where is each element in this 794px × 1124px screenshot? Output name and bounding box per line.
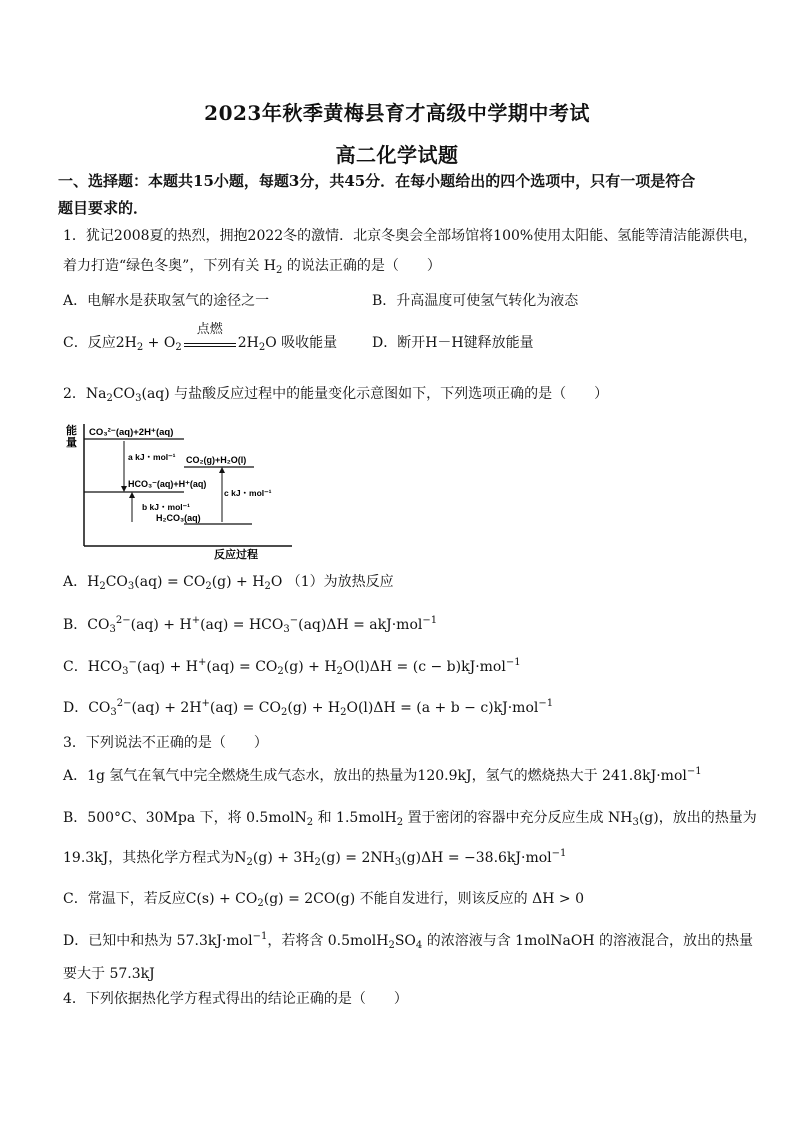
q3-option-c-end: 不能自发进行，则该反应的 ΔH > 0	[359, 891, 584, 907]
q1-stem-line2: 着力打造“绿色冬奥”，下列有关 $H_2$ 的说法正确的是（ ）	[63, 258, 441, 276]
energy-b-label: b kJ・mol⁻¹	[142, 502, 190, 512]
q3-option-b-text4: (g)，放出的热量为	[638, 810, 757, 826]
q1-stem-end: 的说法正确的是（ ）	[286, 258, 441, 274]
section-line-1: 一、选择题：本题共15小题，每题3分，共45分．在每小题给出的四个选项中，只有一项是符合	[58, 172, 696, 190]
q3-option-b-line2-text: 19.3kJ，其热化学方程式为	[63, 850, 235, 866]
q1-option-c-text: C．反应	[63, 335, 116, 351]
q3-option-d-line2: 要大于 57.3kJ	[63, 966, 155, 982]
reaction-condition-arrow	[184, 322, 236, 347]
q2-option-d: D．$CO_3^{2-}(aq) + 2H^+(aq) = CO_2(g) + H_2O(l)\Delta H = (a + b - c)kJ\cdot mol^{-1}$	[63, 698, 554, 718]
q2-option-a: A．$H_2CO_3(aq) = CO_2(g) + H_2O$ （1）为放热反应	[63, 574, 394, 592]
energy-diagram	[64, 420, 296, 560]
q2-option-b: B．$CO_3^{2-}(aq) + H^+(aq) = HCO_3^-(aq)\Delta H = akJ\cdot mol^{-1}$	[63, 615, 438, 635]
level-products: CO₂(g)+H₂O(l)	[186, 455, 247, 465]
level-carbonic-acid: H₂CO₃(aq)	[156, 513, 201, 523]
q2-option-c: C．$HCO_3^-(aq) + H^+(aq) = CO_2(g) + H_2O(l)\Delta H = (c - b)kJ\cdot mol^{-1}$	[63, 657, 521, 677]
q3-option-d-text2: ，若将含 0.5molH	[267, 933, 389, 949]
q1-stem-text: 着力打造“绿色冬奥”，下列有关	[63, 258, 260, 274]
q3-option-a: A．1g 氢气在氧气中完全燃烧生成气态水，放出的热量为120.9kJ，氢气的燃烧热大于 241.8kJ·mol$^{-1}$	[63, 766, 702, 784]
q3-option-b-text3: 置于密闭的容器中充分反应生成 NH	[403, 810, 633, 826]
q3-option-b-text2: 和 1.5molH	[313, 810, 397, 826]
q3-option-c-text: C．常温下，若反应	[63, 891, 186, 907]
y-axis-label-1: 能	[66, 425, 77, 437]
q2-stem-text: 与盐酸反应过程中的能量变化示意图如下，下列选项正确的是（ ）	[174, 386, 609, 402]
q1-stem-line1: 1．犹记2008夏的热烈，拥抱2022冬的激情．北京冬奥会全部场馆将100%使用太阳能、氢能等清洁能源供电，	[63, 228, 758, 244]
q3-option-d-text3: 的浓溶液与含 1molNaOH 的溶液混合，放出的热量	[422, 933, 753, 949]
section-instructions	[58, 168, 738, 222]
q3-stem: 3．下列说法不正确的是（ ）	[63, 735, 268, 751]
q3-option-d: D．已知中和热为 57.3kJ·mol$^{-1}$，若将含 $0.5molH_2SO_4$ 的浓溶液与含 1molNaOH 的溶液混合，放出的热量	[63, 931, 753, 951]
energy-c-label: c kJ・mol⁻¹	[224, 488, 272, 498]
q3-option-b-text1: B．500°C、30Mpa 下，将 0.5molN	[63, 810, 307, 826]
q3-option-d-text1: D．已知中和热为 57.3kJ·mol	[63, 933, 253, 949]
q1-option-a: A．电解水是获取氢气的途径之一	[63, 293, 270, 309]
q2-option-a-text: （1）为放热反应	[286, 574, 394, 590]
energy-a-label: a kJ・mol⁻¹	[128, 452, 176, 462]
x-axis-label: 反应过程	[214, 549, 258, 560]
q3-option-b: B．500°C、30Mpa 下，将 0.5molN$_2$ 和 1.5molH$_2$ 置于密闭的容器中充分反应生成 $NH_3(g)$，放出的热量为	[63, 810, 757, 828]
section-line-2: 题目要求的．	[58, 199, 149, 217]
level-reactants: CO₃²⁻(aq)+2H⁺(aq)	[89, 427, 174, 438]
q3-option-b-line2: 19.3kJ，其热化学方程式为$N_2(g) + 3H_2(g) = 2NH_3(g)\Delta H = -38.6kJ\cdot mol^{-1}$	[63, 848, 567, 868]
q3-option-c: C．常温下，若反应$C(s) + CO_2(g) = 2CO(g)$ 不能自发进行，则该反应的 ΔH > 0	[63, 891, 584, 909]
exam-subtitle: 高二化学试题	[335, 143, 459, 167]
exam-title: 2023年秋季黄梅县育才高级中学期中考试	[204, 101, 590, 125]
q1-option-b: B．升高温度可使氢气转化为液态	[372, 293, 579, 309]
q1-option-d: D．断开H－H键释放能量	[372, 335, 534, 351]
q4-stem: 4．下列依据热化学方程式得出的结论正确的是（ ）	[63, 991, 408, 1007]
y-axis-label-2: 量	[66, 437, 77, 449]
q1-option-c-end: 吸收能量	[281, 335, 338, 351]
q2-number: 2．	[63, 386, 86, 402]
q1-option-c: C．反应$2H_2 + O_2$ 点燃 $2H_2O$ 吸收能量	[63, 322, 338, 353]
level-intermediate: HCO₃⁻(aq)+H⁺(aq)	[128, 479, 207, 489]
q2-stem: 2．$Na_2CO_3(aq)$ 与盐酸反应过程中的能量变化示意图如下，下列选项正确的是（ ）	[63, 386, 609, 404]
q3-option-a-text: A．1g 氢气在氧气中完全燃烧生成气态水，放出的热量为120.9kJ，氢气的燃烧热大于 241.8kJ·mol	[63, 768, 687, 784]
reaction-condition: 点燃	[196, 322, 223, 337]
